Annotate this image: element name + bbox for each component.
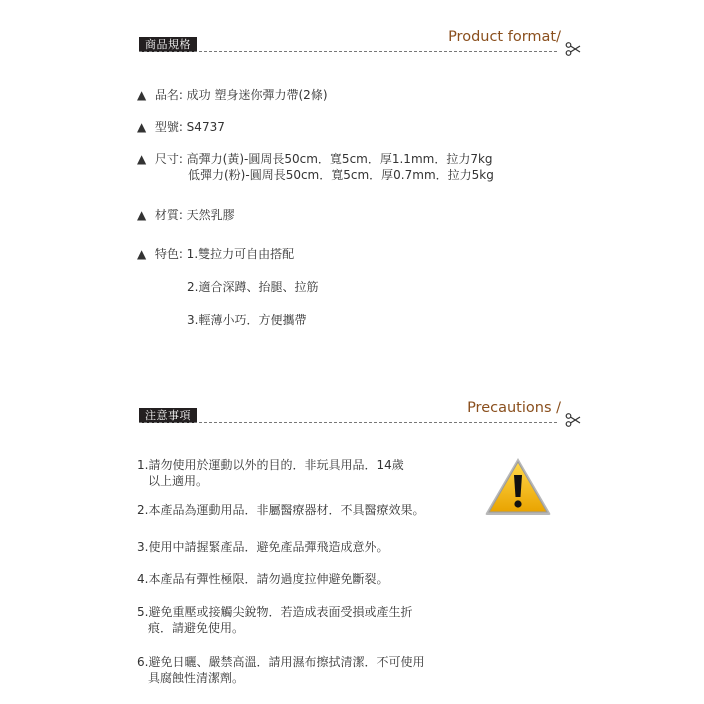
dashed-divider <box>139 422 557 423</box>
scissors-icon <box>565 412 581 428</box>
spec-item-size <box>137 151 493 167</box>
spec-item-material <box>137 207 235 223</box>
spec-item-text: 型號: S4737 <box>154 120 225 134</box>
notice-section-header <box>139 400 581 428</box>
warning-sign-icon <box>483 455 553 517</box>
spec-item-name <box>137 87 328 103</box>
dashed-divider <box>139 51 557 52</box>
spec-item-feature-3: 3.輕薄小巧．方便攜帶 <box>187 313 307 327</box>
spec-item-model <box>137 119 225 135</box>
notice-item-2 <box>137 502 424 518</box>
notice-item-5 <box>137 604 412 636</box>
notice-text-cont: 以上適用。 <box>148 474 209 488</box>
notice-item-3 <box>137 539 388 555</box>
spec-item-text: 材質: 天然乳膠 <box>154 208 235 222</box>
triangle-bullet-icon: ▲ <box>137 208 147 222</box>
notice-text: 2.本產品為運動用品．非屬醫療器材．不具醫療效果。 <box>137 503 425 517</box>
spec-section-tag: 商品規格 <box>139 37 197 52</box>
spec-item-text: 特色: 1.雙拉力可自由搭配 <box>154 247 295 261</box>
notice-text: 6.避免日曬、嚴禁高溫．請用濕布擦拭清潔．不可使用 <box>137 655 425 669</box>
triangle-bullet-icon: ▲ <box>137 120 147 134</box>
spec-section-title: Product format/ <box>448 29 561 45</box>
notice-text: 4.本產品有彈性極限．請勿過度拉伸避免斷裂。 <box>137 572 389 586</box>
notice-item-4 <box>137 571 388 587</box>
triangle-bullet-icon: ▲ <box>137 152 147 166</box>
notice-text: 1.請勿使用於運動以外的目的．非玩具用品．14歲 <box>137 458 404 472</box>
notice-text-cont: 痕．請避免使用。 <box>148 621 245 635</box>
notice-item-1 <box>137 457 404 489</box>
spec-section-header <box>139 29 581 57</box>
spec-item-size-line2: 低彈力(粉)-圓周長50cm．寬5cm．厚0.7mm．拉力5kg <box>188 168 494 182</box>
triangle-bullet-icon: ▲ <box>137 88 147 102</box>
notice-text: 3.使用中請握緊產品．避免產品彈飛造成意外。 <box>137 540 389 554</box>
triangle-bullet-icon: ▲ <box>137 247 147 261</box>
notice-section-title: Precautions / <box>467 400 561 416</box>
notice-section-tag: 注意事項 <box>139 408 197 423</box>
notice-item-6 <box>137 654 424 686</box>
spec-item-text: 尺寸: 高彈力(黃)-圓周長50cm．寬5cm．厚1.1mm．拉力7kg <box>154 152 493 166</box>
scissors-icon <box>565 41 581 57</box>
notice-text: 5.避免重壓或接觸尖銳物．若造成表面受損或產生折 <box>137 605 413 619</box>
spec-item-feature-2: 2.適合深蹲、抬腿、拉筋 <box>187 280 319 294</box>
notice-text-cont: 具腐蝕性清潔劑。 <box>148 671 245 685</box>
spec-item-text: 品名: 成功 塑身迷你彈力帶(2條) <box>154 88 328 102</box>
spec-item-feature <box>137 246 294 262</box>
